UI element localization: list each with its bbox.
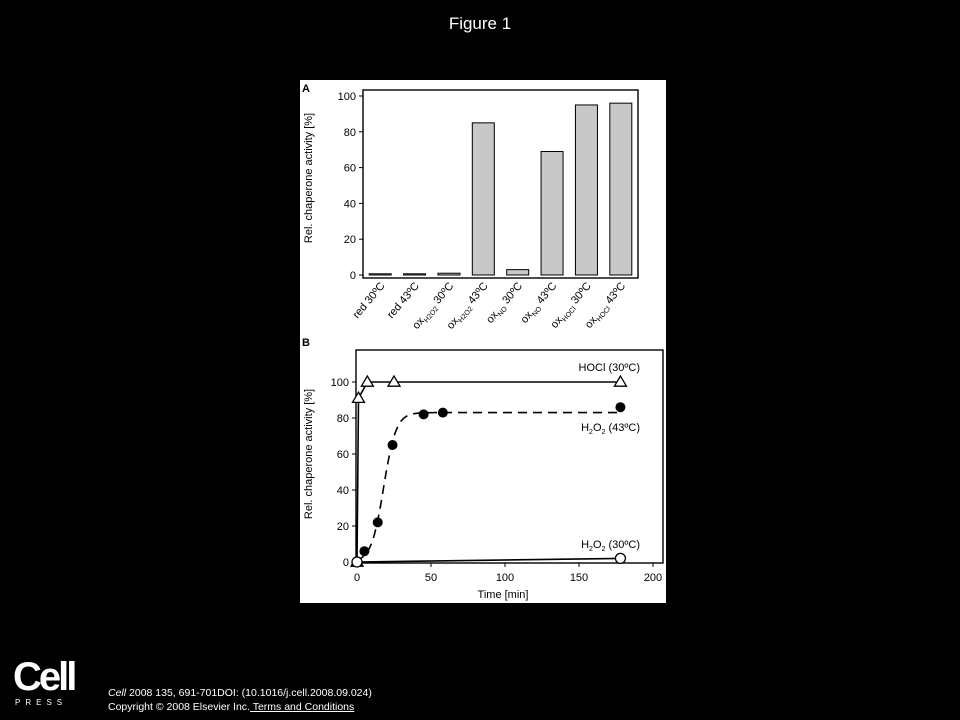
chart-b-y-tick-label: 20 xyxy=(336,521,349,533)
chart-b-x-tick-label: 150 xyxy=(569,572,589,584)
chart-a-x-tick-label: $ox_{NO}$ 43ºC xyxy=(518,280,560,326)
chart-b xyxy=(302,337,663,601)
bar xyxy=(610,103,632,275)
chart-a xyxy=(302,83,638,333)
journal-name: Cell xyxy=(108,687,127,699)
data-point-filled-circle xyxy=(388,440,398,450)
panel-b-label: B xyxy=(302,337,310,349)
chart-a-x-tick-label: $ox_{HOCl}$ 43ºC xyxy=(582,280,629,331)
figure-svg xyxy=(300,80,666,603)
bar xyxy=(369,274,391,275)
page-title: Figure 1 xyxy=(448,14,512,33)
chart-b-x-axis-title: Time [min] xyxy=(477,589,529,601)
series-line-h2o2-30 xyxy=(357,558,620,562)
chart-b-x-tick-label: 50 xyxy=(424,572,438,584)
chart-a-y-tick-label: 100 xyxy=(337,91,356,103)
chart-a-x-tick-label: $ox_{HOCl}$ 30ºC xyxy=(548,280,594,331)
bar xyxy=(438,273,460,275)
panel-a-label: A xyxy=(302,83,310,95)
data-point-triangle xyxy=(361,376,373,386)
chart-a-y-tick-label: 20 xyxy=(343,234,356,247)
data-point-triangle xyxy=(614,376,626,386)
chart-b-y-axis-title: Rel. chaperone activity [%] xyxy=(303,388,315,520)
data-point-triangle xyxy=(388,376,400,386)
bar xyxy=(541,151,563,275)
chart-b-y-tick-label: 0 xyxy=(342,557,349,569)
series-label-hocl-30: HOCl (30ºC) xyxy=(578,362,640,374)
chart-b-y-tick-label: 100 xyxy=(330,377,349,389)
copyright-text: Copyright © 2008 Elsevier Inc. xyxy=(108,701,250,713)
data-point-filled-circle xyxy=(419,409,429,419)
chart-a-y-axis-title: Rel. chaperone activity [%] xyxy=(303,112,315,244)
chart-a-bars xyxy=(369,103,632,275)
chart-b-x-tick-label: 0 xyxy=(353,572,361,584)
chart-a-y-tick-label: 80 xyxy=(343,126,356,139)
chart-a-y-tick-label: 40 xyxy=(343,198,356,211)
bar xyxy=(575,105,597,275)
chart-a-x-tick-label: $ox_{NO}$ 30ºC xyxy=(484,280,525,326)
chart-b-y-tick-label: 80 xyxy=(336,413,349,425)
terms-link[interactable]: Terms and Conditions xyxy=(249,701,355,713)
chart-b-y-ticks xyxy=(331,377,356,569)
logo-press: PRESS xyxy=(15,698,68,707)
data-point-filled-circle xyxy=(359,546,369,556)
chart-b-y-tick-label: 40 xyxy=(336,485,349,497)
series-label-h2o2-43: $H_2O_2$ (43ºC) xyxy=(581,422,640,436)
citation-text: 2008 135, 691-701DOI: (10.1016/j.cell.2008.09.024) xyxy=(126,687,372,699)
chart-a-x-tick-label: $ox_{H2O2}$ 43ºC xyxy=(444,280,491,332)
data-point-triangle xyxy=(352,392,364,402)
chart-a-x-tick-label: red 30ºC xyxy=(350,280,388,321)
footer xyxy=(108,686,372,714)
bar xyxy=(507,270,529,275)
chart-b-y-tick-label: 60 xyxy=(336,449,349,461)
data-point-open-circle xyxy=(615,553,625,563)
chart-a-x-tick-label: $ox_{H2O2}$ 30ºC xyxy=(410,280,457,332)
chart-b-x-tick-label: 100 xyxy=(495,572,515,584)
citation-line xyxy=(108,686,372,700)
bar xyxy=(472,123,494,275)
chart-a-y-tick-label: 60 xyxy=(343,162,356,175)
chart-b-series-lines xyxy=(357,382,620,562)
series-line-hocl-30 xyxy=(357,382,620,562)
chart-a-y-ticks xyxy=(338,91,363,282)
data-point-open-circle xyxy=(352,557,362,567)
chart-a-x-tick-labels xyxy=(351,280,630,333)
data-point-filled-circle xyxy=(373,517,383,527)
series-label-h2o2-30: $H_2O_2$ (30ºC) xyxy=(581,539,640,553)
data-point-filled-circle xyxy=(615,402,625,412)
logo-word: Cell xyxy=(13,655,75,699)
figure-panel xyxy=(300,80,666,603)
chart-b-x-ticks xyxy=(354,563,662,584)
copyright-line xyxy=(108,700,372,714)
chart-a-y-tick-label: 0 xyxy=(349,270,356,282)
chart-b-x-tick-label: 200 xyxy=(643,572,663,584)
chart-a-x-tick-label: red 43ºC xyxy=(384,280,422,321)
data-point-filled-circle xyxy=(438,408,448,418)
cell-press-logo xyxy=(13,657,83,707)
bar xyxy=(404,274,426,275)
